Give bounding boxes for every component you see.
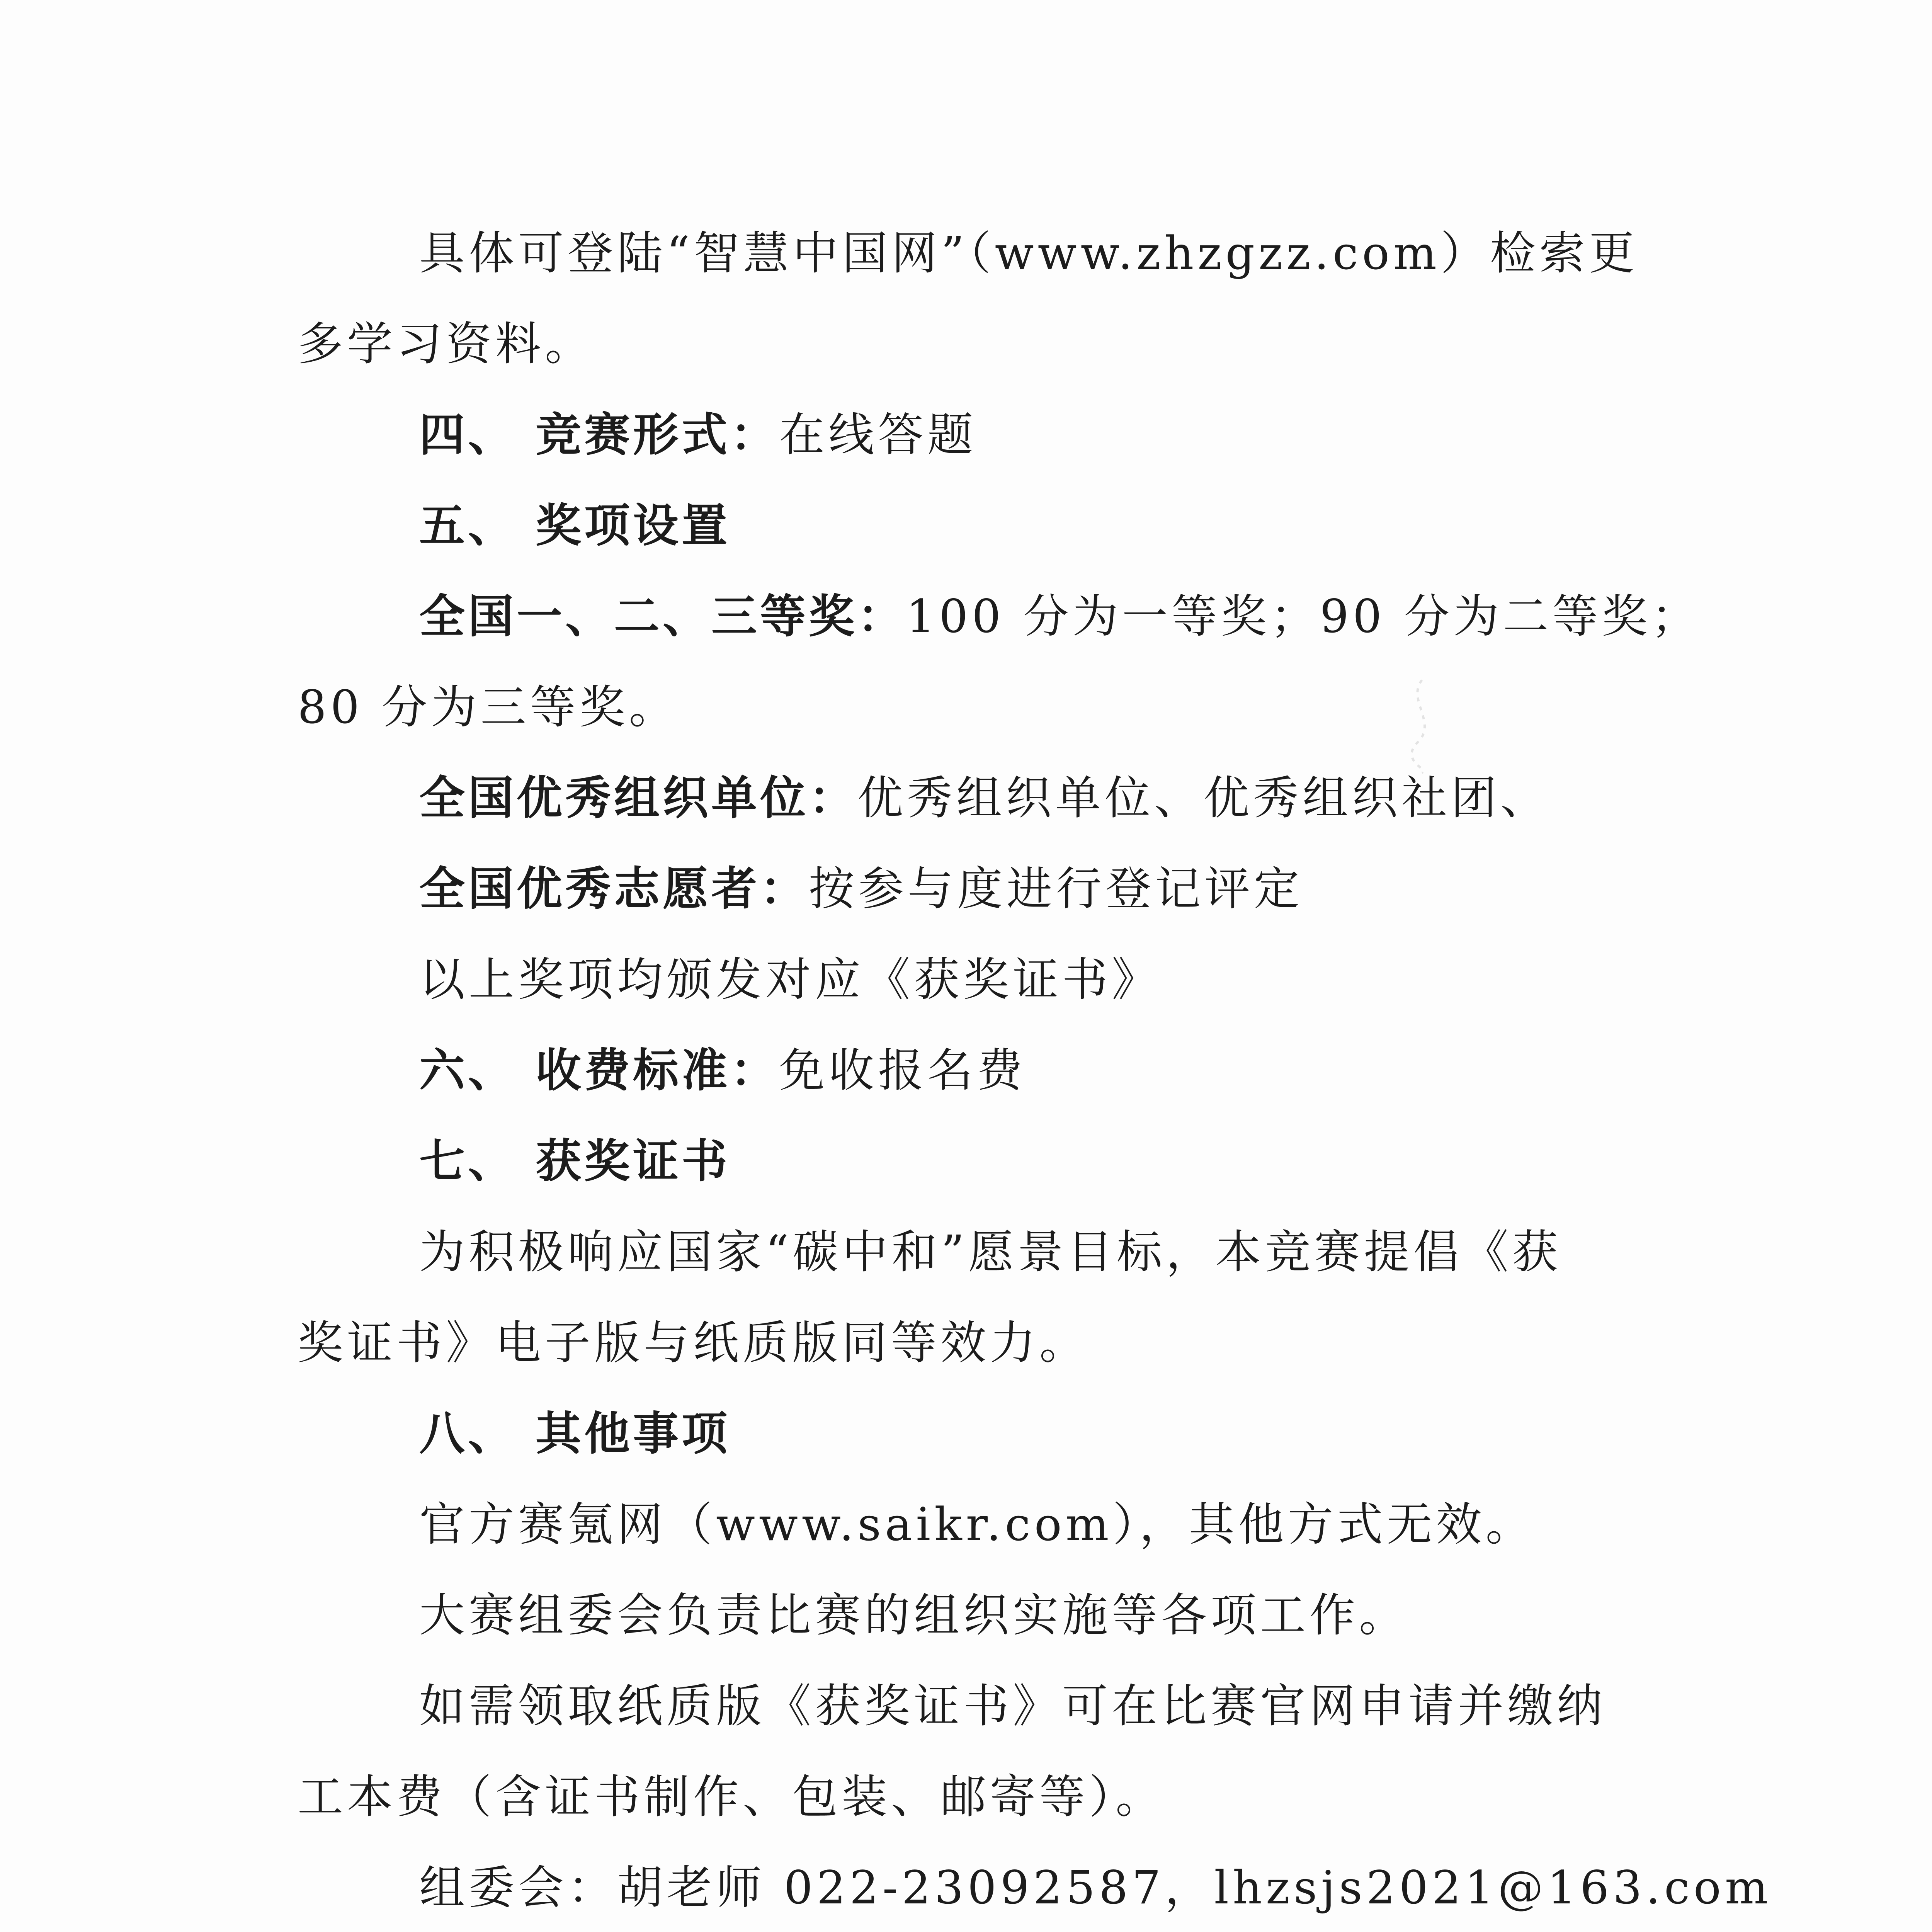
award-3-text: 按参与度进行登记评定 bbox=[809, 862, 1304, 915]
section-7-line-2: 奖证书》电子版与纸质版同等效力。 bbox=[298, 1316, 1089, 1369]
section-7-line-1: 为积极响应国家“碳中和”愿景目标，本竞赛提倡《获 bbox=[419, 1225, 1562, 1279]
section-6 bbox=[419, 1041, 1026, 1099]
award-1-label: 全国一、二、三等奖： bbox=[419, 590, 906, 643]
award-2-label: 全国优秀组织单位： bbox=[419, 771, 858, 825]
section-8-line-1: 官方赛氪网（www.saikr.com），其他方式无效。 bbox=[419, 1498, 1535, 1551]
award-2-text: 优秀组织单位、优秀组织社团、 bbox=[857, 771, 1550, 825]
section-8-line-2: 大赛组委会负责比赛的组织实施等各项工作。 bbox=[419, 1588, 1409, 1642]
award-1-text: 100 分为一等奖；90 分为二等奖； bbox=[906, 590, 1701, 643]
section-7-heading: 七、 获奖证书 bbox=[419, 1134, 731, 1188]
para-1-line-1: 具体可登陆“智慧中国网”（www.zhzgzz.com）检索更 bbox=[419, 226, 1638, 280]
scan-artifact bbox=[1399, 676, 1445, 777]
award-2 bbox=[419, 769, 1550, 827]
award-3 bbox=[419, 860, 1303, 918]
award-note: 以上奖项均颁发对应《获奖证书》 bbox=[419, 953, 1162, 1006]
award-3-label: 全国优秀志愿者： bbox=[419, 862, 809, 915]
section-4 bbox=[419, 406, 977, 464]
section-4-heading: 四、 竞赛形式： bbox=[419, 408, 779, 461]
section-5-heading: 五、 奖项设置 bbox=[419, 499, 731, 552]
award-1-line-2: 80 分为三等奖。 bbox=[298, 680, 679, 734]
section-8-line-3: 如需领取纸质版《获奖证书》可在比赛官网申请并缴纳 bbox=[419, 1679, 1607, 1733]
section-4-text: 在线答题 bbox=[779, 408, 977, 461]
award-1 bbox=[419, 587, 1701, 645]
section-8-heading: 八、 其他事项 bbox=[419, 1407, 731, 1460]
para-1-line-2: 多学习资料。 bbox=[298, 317, 595, 371]
section-6-text: 免收报名费 bbox=[779, 1044, 1027, 1097]
section-6-heading: 六、 收费标准： bbox=[419, 1044, 779, 1097]
section-8-line-4: 工本费（含证书制作、包装、邮寄等）。 bbox=[298, 1770, 1165, 1823]
contact-organizer: 组委会：胡老师 022-23092587，lhzsjs2021@163.com bbox=[419, 1861, 1772, 1914]
